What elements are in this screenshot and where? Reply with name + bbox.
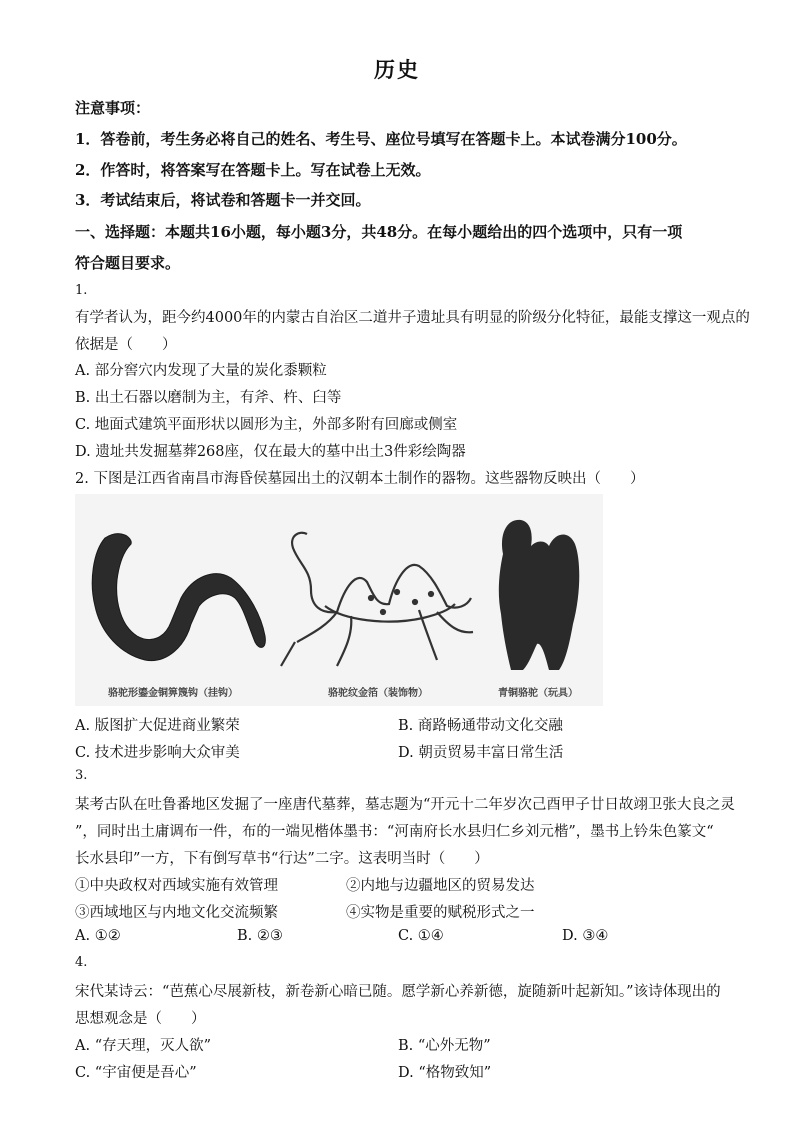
page-title: 历史	[374, 57, 420, 82]
question-2-option-d: D. 朝贡贸易丰富日常生活	[398, 745, 564, 761]
question-1-number: 1.	[75, 283, 88, 298]
notice-item-3: 3．考试结束后，将试卷和答题卡一并交回。	[75, 191, 371, 209]
question-3-number: 3.	[75, 768, 88, 783]
question-3-statement-2: ②内地与边疆地区的贸易发达	[346, 878, 535, 894]
question-4-option-a: A. “存天理，灭人欲”	[75, 1038, 212, 1054]
question-3-stem-line3: 长水县印”一方，下有倒写草书“行达”二字。这表明当时（ ）	[75, 851, 489, 867]
question-1-option-b: B. 出土石器以磨制为主，有斧、杵、臼等	[75, 390, 342, 406]
question-3-option-c: C. ①④	[398, 928, 444, 944]
figure-caption-3: 青铜骆驼（玩具）	[498, 688, 578, 699]
question-4-option-d: D. “格物致知”	[398, 1065, 492, 1081]
question-3-stem-line2: ”，同时出土庸调布一件，布的一端见楷体墨书：“河南府长水县归仁乡刘元楷”，墨书上钤朱色篆文“	[75, 824, 714, 840]
camel-hook-image	[92, 534, 265, 661]
question-1-stem-line2: 依据是（ ）	[75, 337, 177, 353]
section-heading-line1: 一、选择题：本题共16小题，每小题3分，共48分。在每小题给出的四个选项中，只有一项	[75, 223, 683, 241]
notice-item-2: 2．作答时，将答案写在答题卡上。写在试卷上无效。	[75, 161, 431, 179]
question-3-option-d: D. ③④	[562, 928, 609, 944]
question-1-option-a: A. 部分窖穴内发现了大量的炭化黍颗粒	[75, 363, 327, 379]
question-3-stem-line1: 某考古队在吐鲁番地区发掘了一座唐代墓葬，墓志题为“开元十二年岁次己酉甲子廿日故翊卫张大良之灵	[75, 797, 735, 813]
question-3-statement-3: ③西域地区与内地文化交流频繁	[75, 905, 278, 921]
bronze-camel-image	[499, 520, 579, 670]
question-1-option-d: D. 遗址共发掘墓葬268座，仅在最大的墓中出土3件彩绘陶器	[75, 444, 466, 460]
notice-item-1: 1．答卷前，考生务必将自己的姓名、考生号、座位号填写在答题卡上。本试卷满分100分。	[75, 130, 687, 148]
figure-caption-1: 骆驼形鎏金铜箅篾钩（挂钩）	[108, 688, 238, 699]
question-4-stem-line2: 思想观念是（ ）	[75, 1011, 206, 1027]
figure-caption-2: 骆驼纹金箔（装饰物）	[328, 688, 428, 699]
question-3-statement-4: ④实物是重要的赋税形式之一	[346, 905, 535, 921]
question-4-stem-line1: 宋代某诗云：“芭蕉心尽展新枝，新卷新心暗已随。愿学新心养新德，旋随新叶起新知。”该诗体现出的	[75, 984, 721, 1000]
camel-gold-foil-image	[281, 533, 473, 666]
question-2-option-b: B. 商路畅通带动文化交融	[398, 718, 563, 734]
question-4-number: 4.	[75, 955, 88, 970]
artifact-photo-figure	[75, 494, 603, 706]
question-1-option-c: C. 地面式建筑平面形状以圆形为主，外部多附有回廊或侧室	[75, 417, 458, 433]
question-1-stem-line1: 有学者认为，距今约4000年的内蒙古自治区二道井子遗址具有明显的阶级分化特征，最能支撑这一观点的	[75, 310, 750, 326]
question-3-option-b: B. ②③	[237, 928, 283, 944]
question-2-option-a: A. 版图扩大促进商业繁荣	[75, 718, 240, 734]
section-heading-line2: 符合题目要求。	[75, 254, 181, 272]
question-2-option-c: C. 技术进步影响大众审美	[75, 745, 240, 761]
question-4-option-b: B. “心外无物”	[398, 1038, 491, 1054]
notice-heading: 注意事项：	[75, 99, 151, 117]
question-3-statement-1: ①中央政权对西域实施有效管理	[75, 878, 278, 894]
question-3-option-a: A. ①②	[75, 928, 121, 944]
question-2-stem: 2. 下图是江西省南昌市海昏侯墓园出土的汉朝本土制作的器物。这些器物反映出（ ）	[75, 471, 645, 487]
question-4-option-c: C. “宇宙便是吾心”	[75, 1065, 197, 1081]
